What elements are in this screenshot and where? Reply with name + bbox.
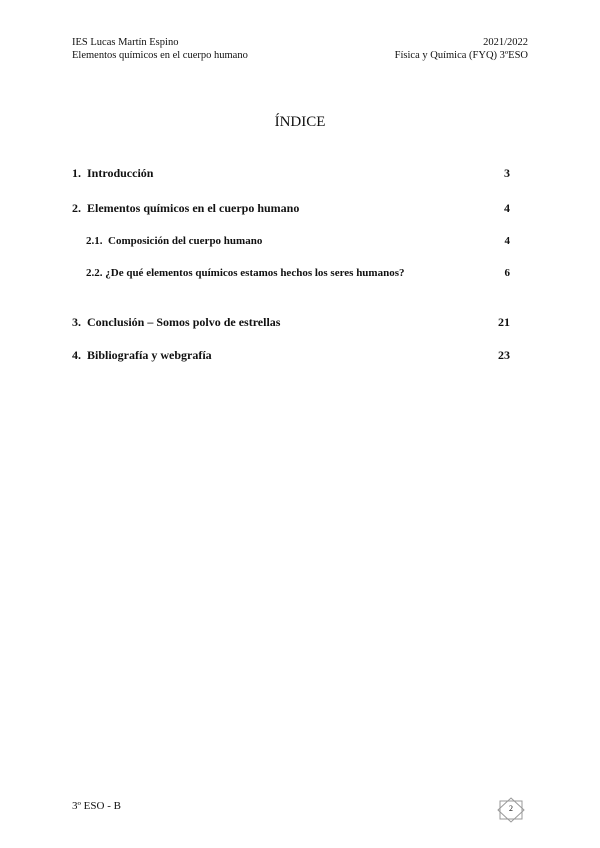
toc-entry[interactable] — [72, 314, 510, 330]
toc-entry-page: 3 — [504, 166, 510, 180]
toc-entry[interactable] — [72, 200, 510, 216]
document-subject: Elementos químicos en el cuerpo humano — [72, 50, 248, 61]
toc-entry-number: 3. — [72, 315, 81, 329]
course-name: Física y Química (FYQ) 3ºESO — [394, 50, 528, 61]
toc-entry-label: Bibliografía y webgrafía — [87, 348, 212, 362]
toc-entry-number: 2. — [72, 201, 81, 215]
toc-entry-number: 1. — [72, 166, 81, 180]
page-number-badge — [496, 797, 526, 823]
toc-entry-label: Conclusión – Somos polvo de estrellas — [87, 315, 281, 329]
toc-entry-label: Elementos químicos en el cuerpo humano — [87, 201, 300, 215]
school-name: IES Lucas Martín Espino — [72, 37, 179, 48]
page-number: 2 — [509, 804, 513, 813]
toc-entry-label: Composición del cuerpo humano — [108, 235, 263, 247]
toc-entry-page: 4 — [504, 235, 510, 247]
header-right — [395, 36, 528, 62]
toc-entry-number: 2.2. — [86, 267, 103, 279]
header-left — [72, 36, 248, 62]
toc-entry-label: ¿De qué elementos químicos estamos hechos los seres humanos? — [105, 267, 405, 279]
toc-entry-label: Introducción — [87, 166, 154, 180]
toc-entry-page: 23 — [498, 348, 510, 362]
footer-group: 3º ESO - B — [72, 800, 121, 812]
toc-entry[interactable] — [72, 347, 510, 363]
school-year: 2021/2022 — [483, 37, 528, 48]
toc-entry-page: 21 — [498, 315, 510, 329]
toc-title: ÍNDICE — [274, 114, 326, 130]
toc-entry[interactable] — [72, 165, 510, 181]
toc-subentry[interactable] — [72, 265, 510, 281]
toc-subentry[interactable] — [72, 233, 510, 249]
toc-entry-number: 4. — [72, 348, 81, 362]
toc-entry-page: 4 — [504, 201, 510, 215]
toc-entry-page: 6 — [504, 267, 510, 279]
toc-entry-number: 2.1. — [86, 235, 103, 247]
